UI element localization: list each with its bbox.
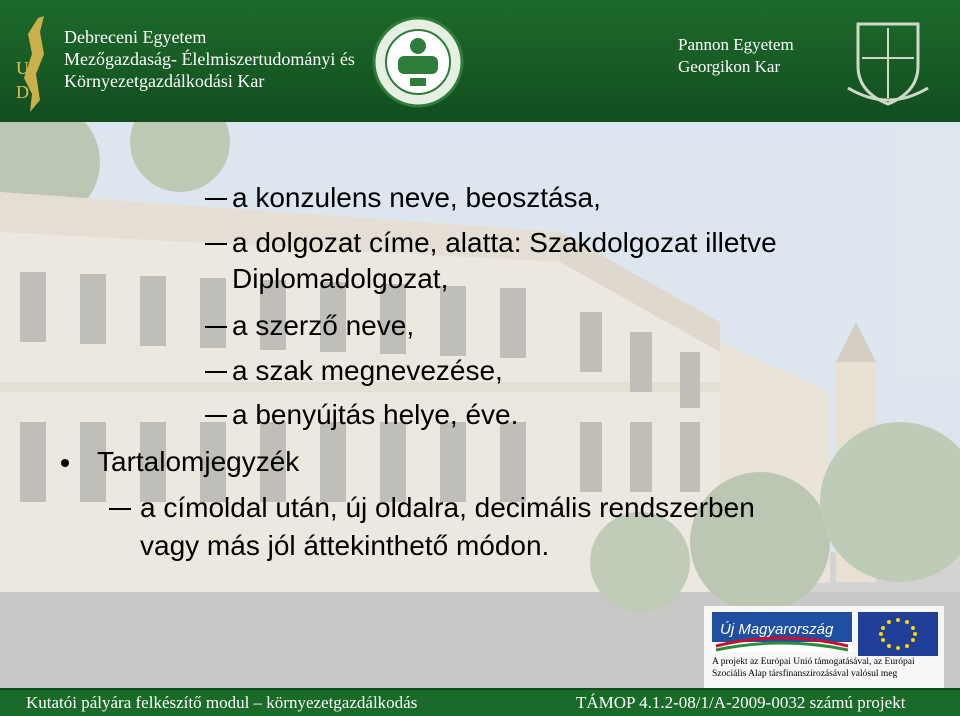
- sub-item-1: a konzulens neve, beosztása,: [232, 182, 601, 213]
- sub-item-2-continuation: Diplomadolgozat,: [232, 263, 449, 294]
- dash-marker: [205, 243, 227, 245]
- svg-text:D: D: [16, 82, 29, 102]
- bullet-title: Tartalomjegyzék: [97, 446, 300, 477]
- footer-project-id: TÁMOP 4.1.2-08/1/A-2009-0032 számú projekt: [576, 693, 906, 712]
- dash-marker: [205, 198, 227, 200]
- eu-caption-line-2: Szociális Alap társfinanszírozásával valósul meg: [712, 669, 898, 679]
- bullet-sub-line-1: a címoldal után, új oldalra, decimális rendszerben: [140, 492, 755, 523]
- dash-marker: [205, 415, 227, 417]
- eu-flag-icon: [858, 612, 938, 656]
- svg-text:U: U: [16, 58, 29, 78]
- header-band: [0, 0, 960, 122]
- eu-funding-caption: [712, 656, 915, 680]
- pannon-university-crest-icon: [846, 18, 930, 108]
- eu-caption-line-1: A projekt az Európai Unió támogatásával, az Európai: [712, 657, 915, 667]
- svg-text:Új Magyarország: Új Magyarország: [720, 621, 834, 638]
- bullet-dot: [61, 459, 69, 467]
- university-line-2: Georgikon Kar: [678, 57, 781, 76]
- sub-item-4: a szak megnevezése,: [232, 355, 503, 386]
- sub-item-3: a szerző neve,: [232, 310, 415, 341]
- faculty-name-right: [678, 34, 794, 78]
- faculty-line-3: Környezetgazdálkodási Kar: [64, 71, 265, 91]
- university-line-1: Pannon Egyetem: [678, 35, 794, 54]
- footer-module-name: Kutatói pályára felkészítő modul – környezetgazdálkodás: [26, 693, 418, 712]
- dash-marker: [205, 371, 227, 373]
- sub-item-5: a benyújtás helye, éve.: [232, 399, 519, 430]
- dash-marker: [109, 508, 131, 510]
- sub-item-2: a dolgozat címe, alatta: Szakdolgozat illetve: [232, 227, 777, 258]
- uj-magyarorszag-logo-icon: [712, 612, 852, 652]
- debrecen-university-logo-icon: [10, 14, 56, 114]
- dash-marker: [205, 326, 227, 328]
- faculty-line-1: Debreceni Egyetem: [64, 27, 207, 47]
- footer-band: [0, 688, 960, 716]
- bullet-sub-line-2: vagy más jól áttekinthető módon.: [140, 530, 550, 561]
- faculty-line-2: Mezőgazdaság- Élelmiszertudományi és: [64, 49, 355, 69]
- faculty-seal-icon: [372, 16, 464, 108]
- faculty-name-left: [64, 26, 355, 92]
